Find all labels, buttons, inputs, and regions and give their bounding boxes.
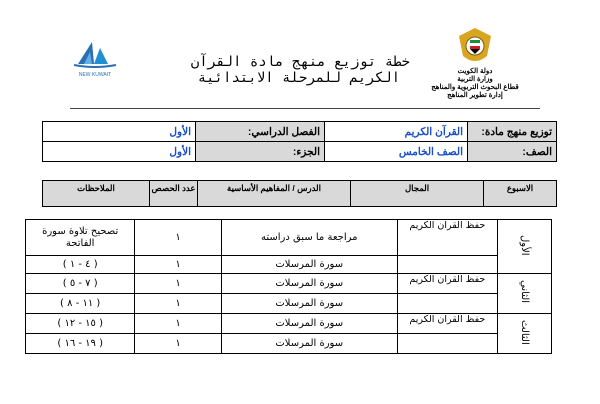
week-label: الثاني	[518, 280, 530, 304]
field-cell	[397, 256, 497, 274]
grade-label: الصف:	[468, 142, 557, 162]
col-notes: الملاحظات	[43, 181, 150, 207]
semester-value: الأول	[43, 122, 196, 142]
week-label: الأول	[518, 234, 530, 256]
lesson-cell: سورة المرسلات	[221, 274, 397, 294]
header-divider	[70, 108, 540, 109]
table-row	[26, 334, 552, 354]
lesson-cell: سورة المرسلات	[221, 334, 397, 354]
col-lesson: الدرس / المفاهيم الأساسية	[198, 181, 351, 207]
lesson-cell: سورة المرسلات	[221, 314, 397, 334]
lesson-cell: مراجعة ما سبق دراسته	[221, 220, 397, 256]
lesson-cell: سورة المرسلات	[221, 256, 397, 274]
periods-cell: ١	[135, 334, 221, 354]
periods-cell: ١	[135, 256, 221, 274]
table-row	[26, 294, 552, 314]
periods-cell: ١	[135, 294, 221, 314]
notes-cell: تصحيح تلاوة سورة الفاتحة	[26, 220, 135, 256]
week-cell	[497, 220, 551, 274]
grade-value: الصف الخامس	[325, 142, 468, 162]
notes-cell: ( ٧ - ٥ )	[26, 274, 135, 294]
subject-label: توزيع منهج مادة:	[468, 122, 557, 142]
periods-cell: ١	[135, 314, 221, 334]
new-kuwait-logo	[70, 38, 120, 80]
table-row	[26, 274, 552, 294]
notes-cell: ( ١١ - ٨ )	[26, 294, 135, 314]
ministry-line-1: دولة الكويت	[457, 68, 493, 75]
info-table	[42, 121, 557, 162]
subject-value: القرآن الكريم	[325, 122, 468, 142]
page-title-line2: الكريم للمرحلة الابتدائية	[197, 70, 400, 86]
table-row	[26, 314, 552, 334]
periods-cell: ١	[135, 274, 221, 294]
field-cell: حفظ القرآن الكريم	[397, 314, 497, 334]
schedule-table	[25, 219, 552, 354]
sail-logo-icon	[70, 38, 120, 68]
week-cell	[497, 274, 551, 314]
info-row-1	[43, 122, 557, 142]
table-row	[26, 220, 552, 256]
col-week: الاسبوع	[484, 181, 557, 207]
semester-label: الفصل الدراسي:	[196, 122, 325, 142]
field-cell	[397, 334, 497, 354]
ministry-line-2: وزارة التربية	[457, 76, 493, 83]
week-cell	[497, 314, 551, 354]
part-label: الجزء:	[196, 142, 325, 162]
periods-cell: ١	[135, 220, 221, 256]
week-label: الثالث	[518, 319, 530, 345]
field-cell	[397, 294, 497, 314]
logo-caption: NEW KUWAIT	[78, 72, 112, 78]
part-value: الأول	[43, 142, 196, 162]
ministry-line-4: إدارة تطوير المناهج	[447, 92, 503, 99]
page-title-line1: خطة توزيع منهج مادة القرآن	[190, 54, 410, 70]
col-periods: عدد الحصص	[150, 181, 198, 207]
col-field: المجال	[351, 181, 484, 207]
columns-header	[42, 180, 557, 207]
field-cell: حفظ القرآن الكريم	[397, 220, 497, 256]
emblem-icon	[455, 26, 495, 68]
ministry-line-3: قطاع البحوث التربوية والمناهج	[431, 84, 519, 91]
notes-cell: ( ٤ - ١ )	[26, 256, 135, 274]
kuwait-emblem	[455, 26, 495, 68]
info-row-2	[43, 142, 557, 162]
table-row	[26, 256, 552, 274]
notes-cell: ( ١٥ - ١٢ )	[26, 314, 135, 334]
ministry-text	[420, 68, 530, 100]
lesson-cell: سورة المرسلات	[221, 294, 397, 314]
field-cell: حفظ القرآن الكريم	[397, 274, 497, 294]
notes-cell: ( ١٩ - ١٦ )	[26, 334, 135, 354]
